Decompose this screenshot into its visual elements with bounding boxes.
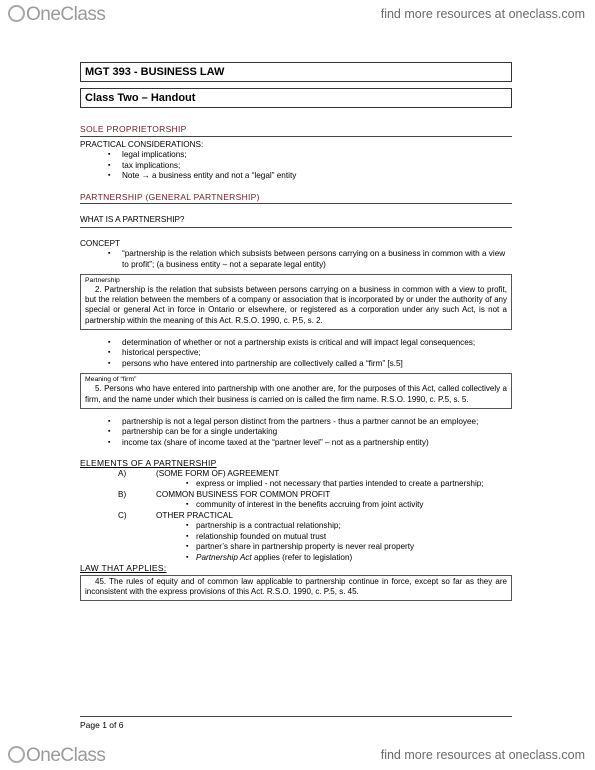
element-title: (SOME FORM OF) AGREEMENT [156,468,280,478]
list-item: ▪ express or implied - not necessary that parties intended to create a partnership; [186,479,512,490]
section-rule [80,136,512,137]
elements-heading: ELEMENTS OF A PARTNERSHIP [80,458,217,469]
list-item: ▪ “partnership is the relation which subsists between persons carrying on a business in common with a view to profit”; (a business entity – not a separate legal entity) [108,249,512,270]
statute-text: 45. The rules of equity and of common law applicable to partnership continue in force, except so far as they are inconsistent with the express provisions of this Act. R.S.O. 1990, c. P.5, s. 45. [85,576,507,596]
element-letter: B) [118,489,127,499]
element-letter: C) [118,510,127,520]
course-title: MGT 393 - BUSINESS LAW [80,62,512,82]
page-number: Page 1 of 6 [80,720,124,730]
logo-ring-icon [8,746,25,763]
element-group-a [118,469,512,480]
list-item: ▪ relationship founded on mutual trust [186,532,512,543]
statute-label: Partnership [85,277,120,284]
list-item: ▪ partnership is not a legal person distinct from the partners - thus a partner cannot be an employee; [108,417,512,428]
logo-text: OneClass [26,4,106,25]
element-letter: A) [118,468,127,478]
list-item: ▪ Note → a business entity and not a “legal” entity [108,171,512,182]
partnership-statute-box [80,274,512,330]
element-title: COMMON BUSINESS FOR COMMON PROFIT [156,489,331,499]
list-item: ▪ income tax (share of income taxed at the “partner level” – not as a partnership entity) [108,438,512,449]
section-rule [80,227,512,228]
list-item: ▪ partnership is a contractual relationship; [186,521,512,532]
list-item: ▪ determination of whether or not a partnership exists is critical and will impact legal consequences; [108,338,512,349]
concept-list [108,249,512,270]
logo-text: OneClass [26,745,106,766]
practical-considerations-label: PRACTICAL CONSIDERATIONS: [80,139,204,149]
concept-heading: CONCEPT [80,238,121,248]
list-item: ▪ tax implications; [108,161,512,172]
handout-title: Class Two – Handout [80,88,512,108]
element-group-b [118,490,512,501]
element-group-c [118,511,512,522]
list-item: ▪ historical perspective; [108,348,512,359]
element-title: OTHER PRACTICAL [156,510,233,520]
law-applies-heading: LAW THAT APPLIES: [80,563,167,574]
sole-proprietorship-heading: SOLE PROPRIETORSHIP [80,124,187,134]
list-item [186,553,512,564]
section-rule [80,203,512,204]
list-item: ▪ legal implications; [108,150,512,161]
bottom-banner [0,742,595,770]
list-item: ▪ partnership can be for a single undertaking [108,427,512,438]
act-name: Partnership Act [196,552,252,562]
handout-page [80,62,512,609]
sole-list [108,150,512,182]
list-item: ▪ partner’s share in partnership property is never real property [186,542,512,553]
oneclass-logo[interactable] [8,745,105,767]
element-c-list [186,521,512,563]
resources-link[interactable]: find more resources at oneclass.com [380,7,585,21]
footer-rule [80,716,512,717]
oneclass-logo[interactable] [8,4,105,26]
partnership-heading: PARTNERSHIP (GENERAL PARTNERSHIP) [80,191,260,202]
top-banner [0,0,595,30]
partnership-points-list [108,338,512,370]
element-a-list [186,479,512,490]
statute-text: 5. Persons who have entered into partnership with one another are, for the purposes of this Act, called collectively a firm, and the name under which their business is carried on is called the firm name. R.S.O. 1990, c. P.5, s. 5. [85,384,507,404]
statute-text: 2. Partnership is the relation that subsists between persons carrying on a business in common with a view to profit, but the relation between the members of a company or association that is incorporated by or under the authority of any special or general Act in force in Ontario or elsewhere, or registered as a corporation under any such Act, is not a partnership within the meaning of this Act. R.S.O. 1990, c. P.5, s. 2. [85,285,507,325]
statute-label: Meaning of “firm” [85,376,137,384]
resources-link[interactable]: find more resources at oneclass.com [380,748,585,762]
act-note: applies (refer to legislation) [251,552,353,562]
law-statute-box [80,575,512,601]
list-item: ▪ persons who have entered into partnership are collectively called a “firm” [s.5] [108,359,512,370]
firm-statute-box [80,373,512,408]
partner-facts-list [108,417,512,449]
logo-ring-icon [8,5,25,22]
page-footer [80,716,512,730]
what-is-partnership-heading: WHAT IS A PARTNERSHIP? [80,215,185,224]
element-b-list [186,500,512,511]
list-item: ▪ community of interest in the benefits accruing from joint activity [186,500,512,511]
